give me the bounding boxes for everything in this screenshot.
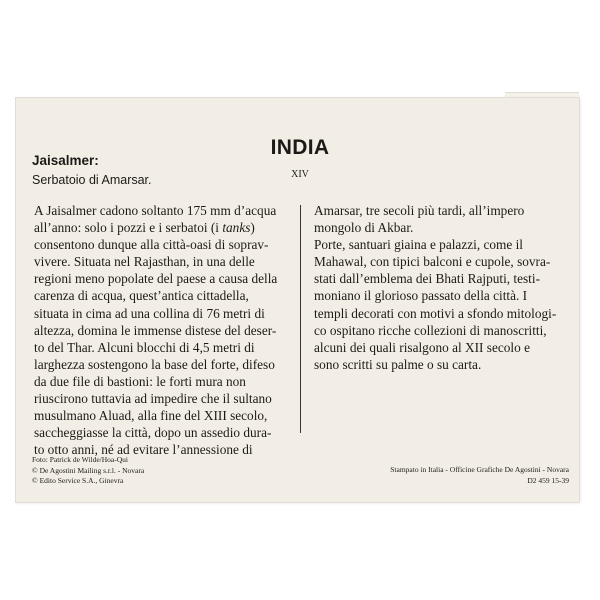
text-line: to otto anni, né ad evitare l’annessione di: [34, 442, 253, 458]
text-line: Porte, santuari giaina e palazzi, come il: [314, 237, 523, 253]
text-line: Mahawal, con tipici balconi e cupole, sovra-: [314, 254, 551, 270]
text-line: all’anno: solo i pozzi e i serbatoi (i tanks): [34, 220, 255, 236]
text-line: vivere. Situata nel Rajasthan, in una delle: [34, 254, 255, 270]
text-line: Amarsar, tre secoli più tardi, all’impero: [314, 203, 525, 218]
text-line: consentono dunque alla città-oasi di soprav-: [34, 237, 269, 253]
copyright-line: © De Agostini Mailing s.r.l. - Novara: [32, 465, 145, 475]
photo-credits: [32, 455, 144, 487]
text-line: altezza, domina le immense distese del deser-: [34, 322, 277, 338]
printer-line: Stampato in Italia - Officine Grafiche De Agostini - Novara: [390, 465, 569, 474]
text-line: alcuni dei quali risalgono al XII secolo e: [314, 339, 531, 355]
product-code: D2 459 15-39: [527, 475, 569, 485]
text-line: to del Thar. Alcuni blocchi di 4,5 metri di: [34, 339, 255, 355]
column-divider: [300, 205, 301, 433]
text-line: da due file di bastioni: le forti mura non: [34, 373, 246, 389]
text-line: co ospitano ricche collezioni di manoscritti,: [314, 322, 547, 338]
text-line: stati dall’emblema dei Bhati Rajputi, testi-: [314, 271, 540, 287]
text-line: mongolo di Akbar.: [314, 220, 414, 236]
text-line: situata in cima ad una collina di 76 metri di: [34, 305, 265, 321]
text-line: sono scritti su palme o su carta.: [314, 356, 482, 372]
text-line: regioni meno popolate del paese a causa della: [34, 271, 278, 287]
text-column-right: [314, 202, 569, 373]
text-line: templi decorati con motivi a sfondo mitologi-: [314, 305, 557, 321]
place-name: Jaisalmer:: [32, 153, 99, 168]
text-line: A Jaisalmer cadono soltanto 175 mm d’acqua: [34, 203, 277, 218]
text-line: musulmano Aluad, alla fine del XIII secolo,: [34, 408, 268, 424]
text-line: larghezza sostengono la base del forte, difeso: [34, 356, 275, 372]
text-line: moniano il glorioso passato della città. I: [314, 288, 528, 304]
text-line: saccheggiasse la città, dopo un assedio dura-: [34, 425, 272, 441]
text-line: riuscirono tuttavia ad impedire che il sultano: [34, 391, 272, 407]
text-column-left: [34, 202, 287, 458]
printer-info: [309, 465, 569, 486]
text-line: carenza di acqua, quest’antica cittadella,: [34, 288, 249, 304]
page-title: INDIA: [270, 136, 330, 159]
copyright-line: © Edito Service S.A., Ginevra: [32, 476, 124, 485]
photo-credit: Foto: Patrick de Wilde/Hoa-Qui: [32, 455, 129, 464]
caption-subtitle: Serbatoio di Amarsar.: [32, 173, 152, 187]
plate-number: XIV: [291, 169, 309, 180]
